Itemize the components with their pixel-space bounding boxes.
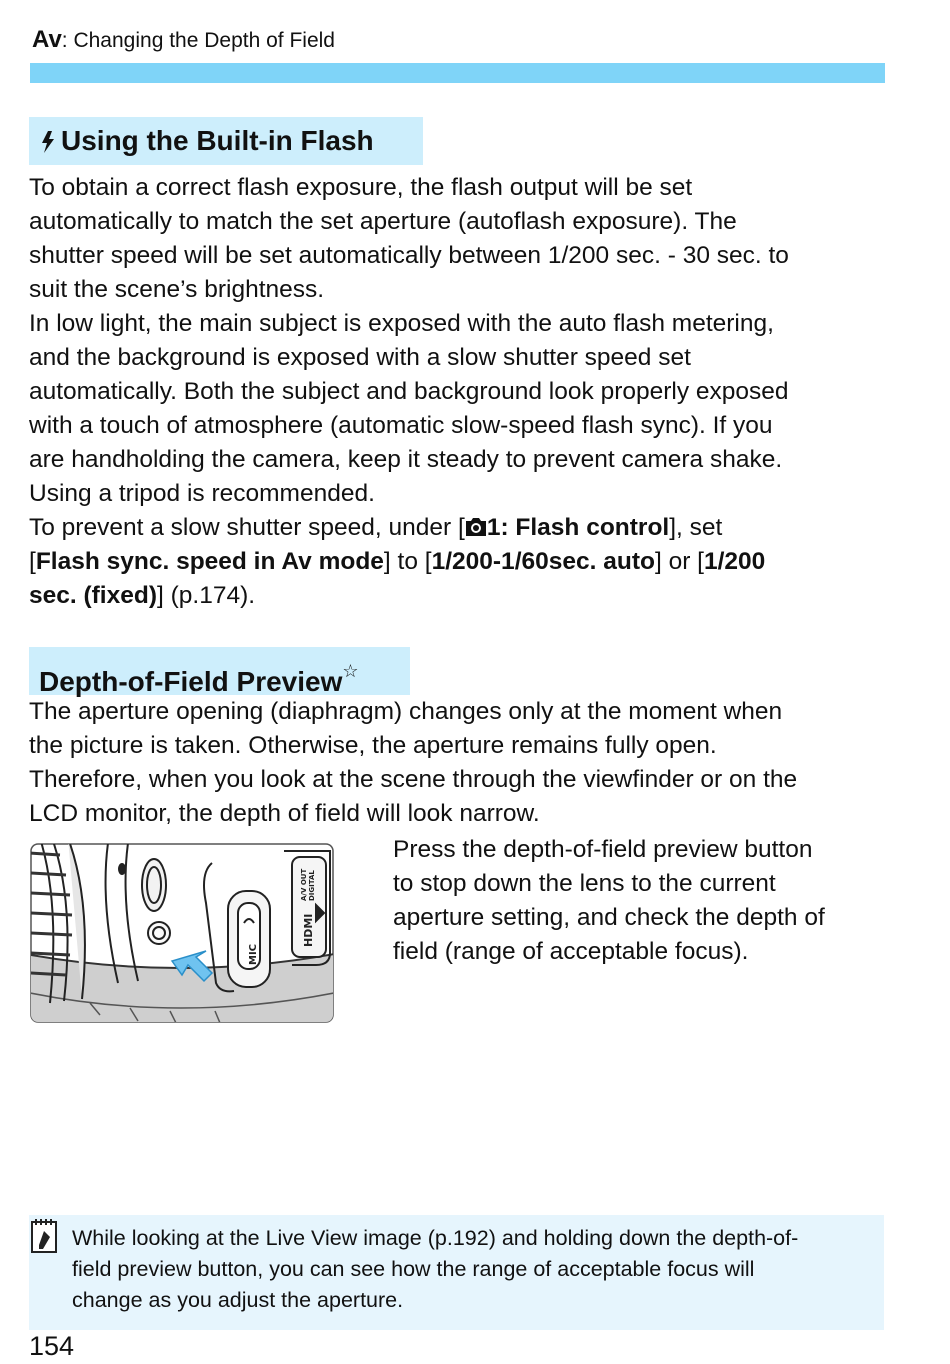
dof-side-text [393, 833, 825, 969]
text-line: field (range of acceptable focus). [393, 938, 749, 965]
text-run: and the background is exposed with a slow shutter speed set [29, 344, 691, 371]
bold-run: 1/200 [703, 548, 766, 575]
text-line: Press the depth-of-field preview button [393, 836, 813, 863]
text-line: aperture setting, and check the depth of [393, 904, 825, 931]
dof-body [29, 695, 797, 831]
text-line: LCD monitor, the depth of field will look narrow. [29, 800, 540, 827]
section-title-dof: Depth-of-Field Preview [39, 666, 343, 697]
section-heading-dof [29, 647, 410, 695]
text-line: Therefore, when you look at the scene through the viewfinder or on the [29, 766, 798, 793]
page-header [32, 26, 335, 54]
header-title: : Changing the Depth of Field [61, 29, 335, 52]
text-line: The aperture opening (diaphragm) changes only at the moment when [29, 698, 783, 725]
av-out-label: A/V OUT [300, 868, 308, 901]
header-bar [30, 63, 885, 83]
star-icon: ☆ [342, 661, 359, 681]
note-line: change as you adjust the aperture. [72, 1288, 404, 1312]
text-run: automatically. Both the subject and background look properly exposed [29, 378, 789, 405]
text-line: to stop down the lens to the current [393, 870, 776, 897]
bold-run: Flash sync. speed in Av mode [35, 548, 384, 575]
text-run: Using a tripod is recommended. [29, 480, 375, 507]
text-line [29, 579, 789, 613]
note-text [72, 1223, 798, 1316]
mode-label: Av [32, 26, 62, 53]
text-line [29, 341, 789, 375]
text-line [29, 273, 789, 307]
text-run: are handholding the camera, keep it steady to prevent camera shake. [29, 446, 783, 473]
text-line [29, 545, 789, 579]
text-run: ] or [ [654, 548, 704, 575]
text-run: suit the scene’s brightness. [29, 276, 325, 303]
note-line: field preview button, you can see how the range of acceptable focus will [72, 1257, 755, 1281]
hdmi-label: HDMI [302, 913, 315, 947]
camera-illustration [30, 843, 334, 1023]
flash-icon [39, 121, 61, 169]
page-number: 154 [29, 1331, 75, 1361]
text-run: To prevent a slow shutter speed, under [ [29, 514, 465, 541]
camera-icon [465, 514, 487, 541]
text-run: ] to [ [383, 548, 432, 575]
memo-icon [30, 1218, 58, 1254]
note-line: While looking at the Live View image (p.192) and holding down the depth-of- [72, 1226, 799, 1250]
text-run: In low light, the main subject is exposed with the auto flash metering, [29, 310, 774, 337]
text-line [29, 205, 789, 239]
text-line: the picture is taken. Otherwise, the aperture remains fully open. [29, 732, 717, 759]
text-line [29, 307, 789, 341]
text-run: with a touch of atmosphere (automatic slow-speed flash sync). If you [29, 412, 773, 439]
bold-run: 1: Flash control [486, 514, 670, 541]
text-run: automatically to match the set aperture (autoflash exposure). The [29, 208, 737, 235]
text-line [29, 511, 789, 545]
text-line [29, 171, 789, 205]
section-title-flash: Using the Built-in Flash [61, 125, 374, 156]
text-run: ], set [669, 514, 723, 541]
text-line [29, 443, 789, 477]
mic-label: MIC [248, 943, 259, 965]
text-run: shutter speed will be set automatically between 1/200 sec. - 30 sec. to [29, 242, 789, 269]
bold-run: sec. (fixed) [29, 582, 157, 609]
text-run: To obtain a correct flash exposure, the flash output will be set [29, 174, 693, 201]
text-line [29, 409, 789, 443]
text-line [29, 477, 789, 511]
text-line [29, 375, 789, 409]
text-run: ] (p.174). [157, 582, 256, 609]
section-heading-flash [29, 117, 423, 165]
text-line [29, 239, 789, 273]
digital-label: DIGITAL [308, 870, 316, 901]
text-run: [ [29, 548, 36, 575]
bold-run: 1/200-1/60sec. auto [431, 548, 655, 575]
flash-body [29, 171, 789, 613]
